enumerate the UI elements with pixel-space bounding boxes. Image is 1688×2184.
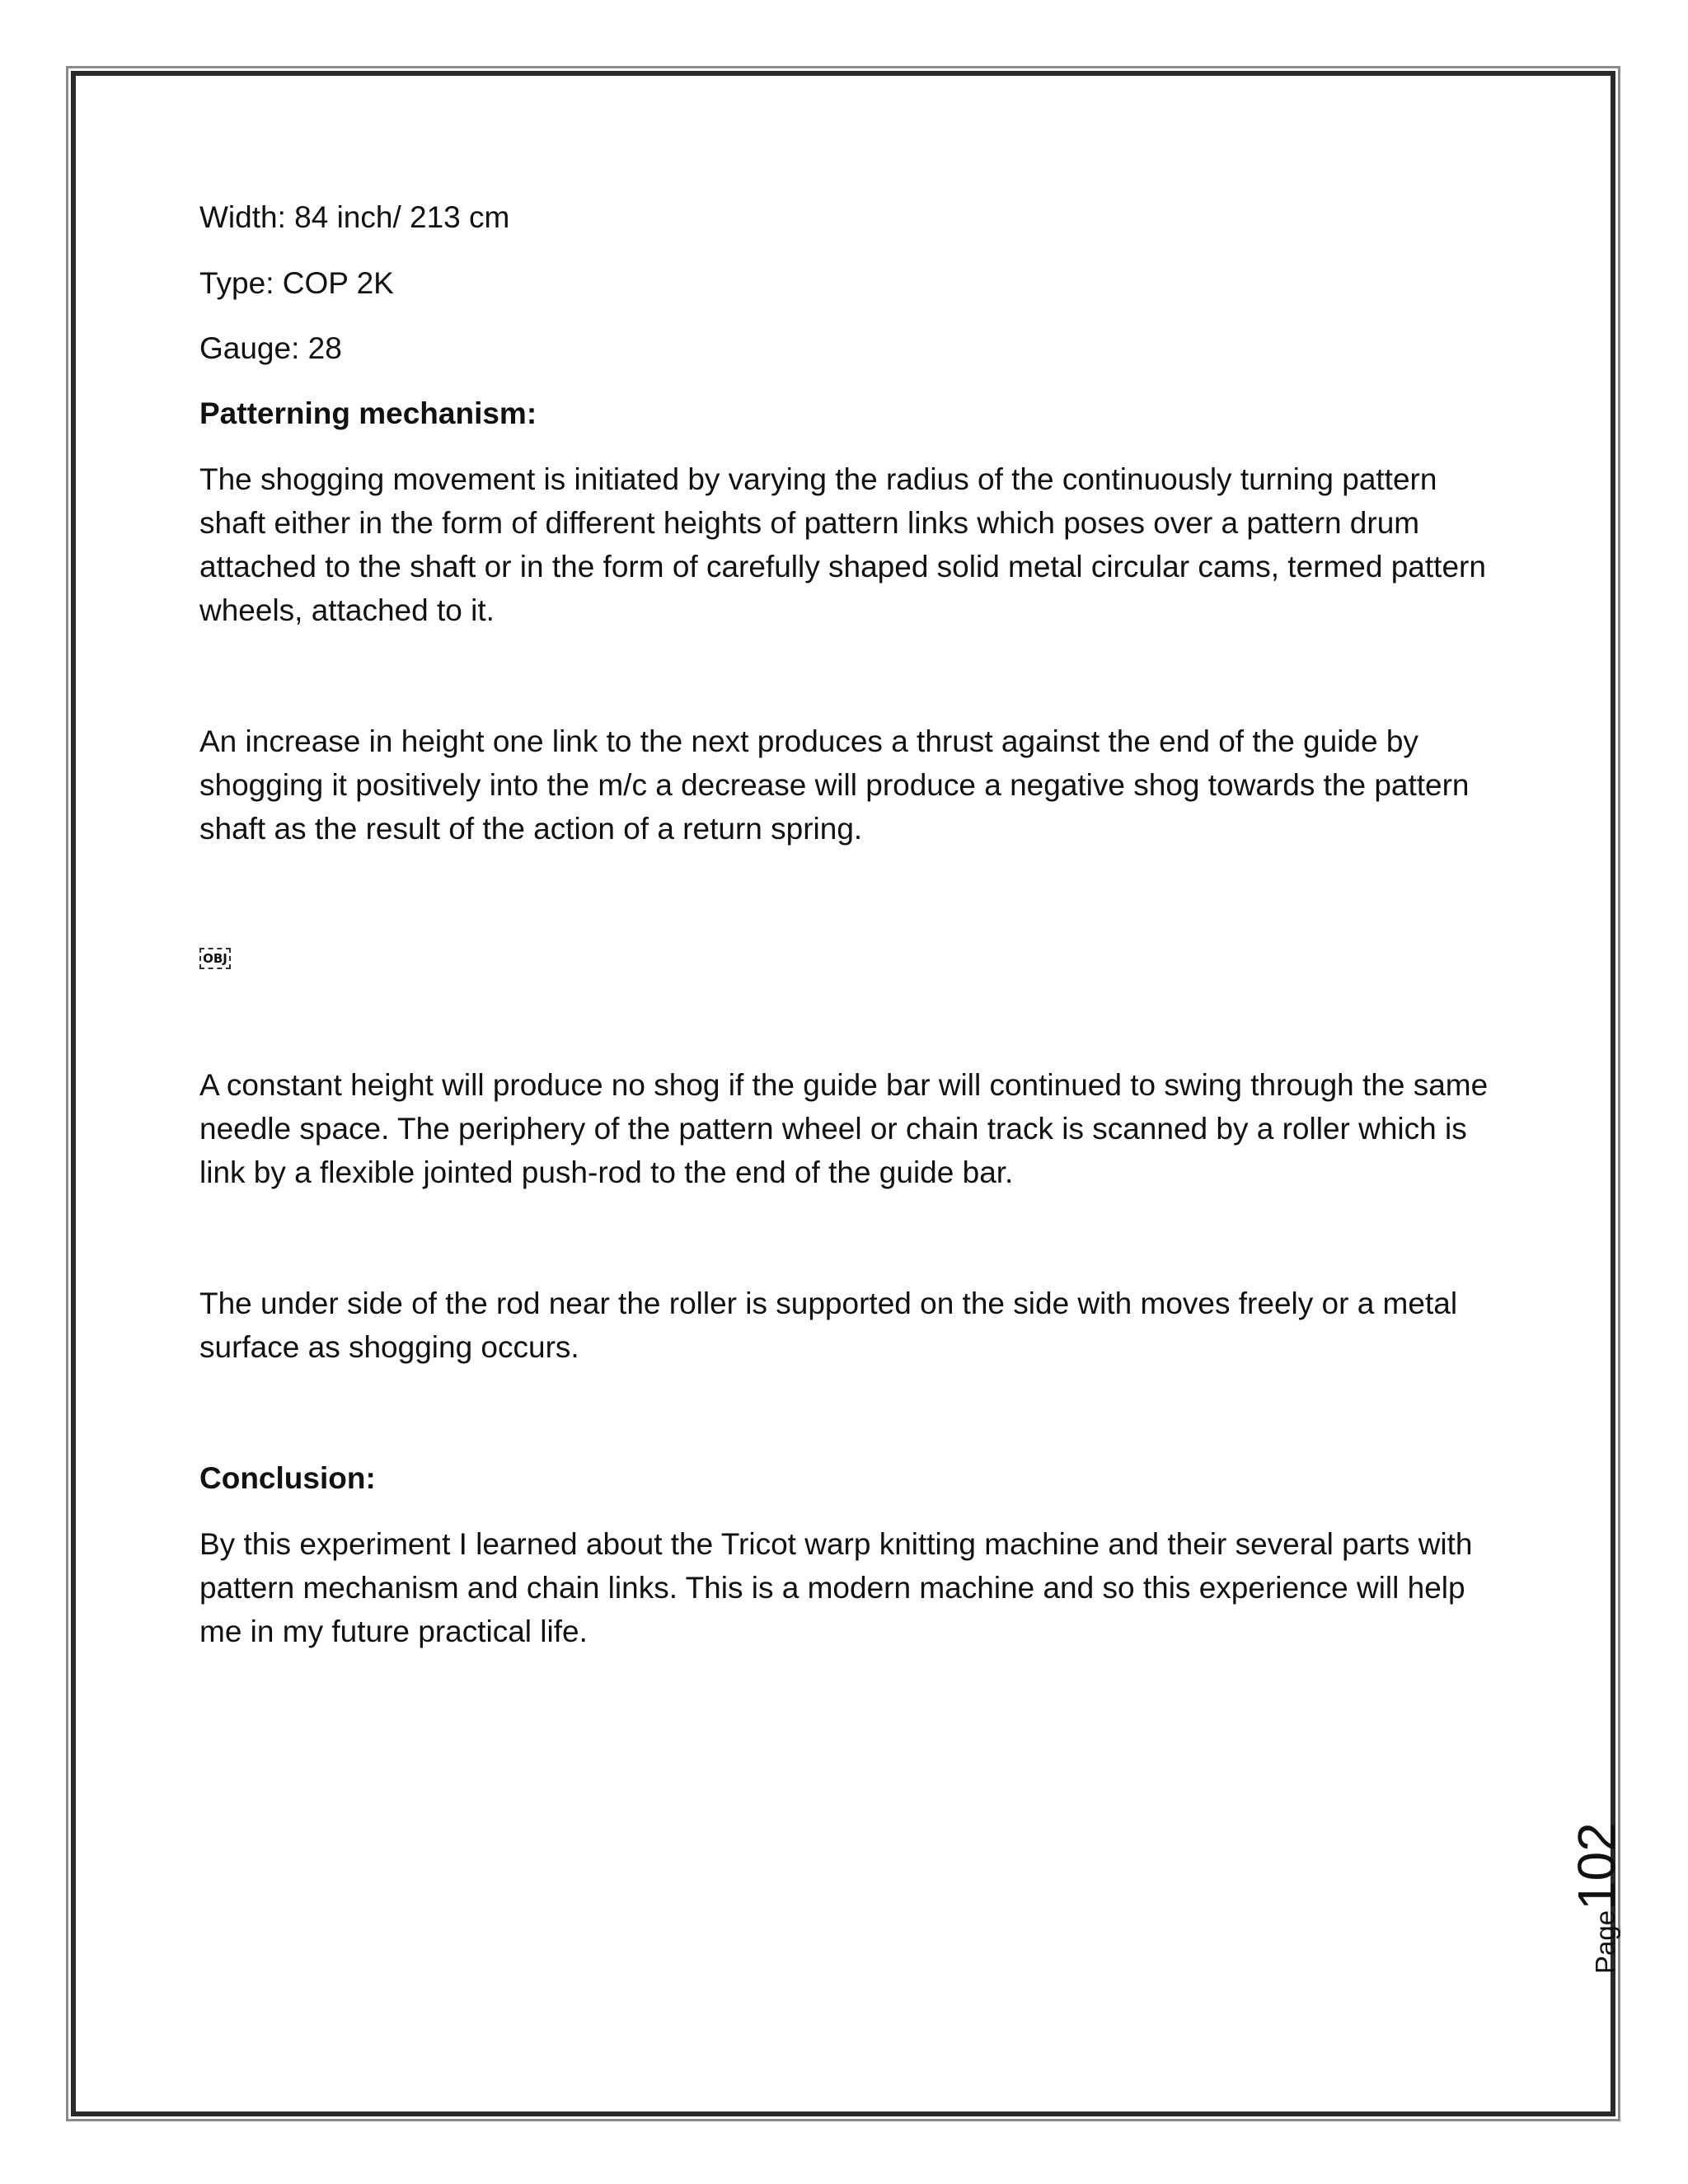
patterning-paragraph-2: An increase in height one link to the next produces a thrust against the end of the guide by shogging it positively into the m/c a decrease will produce a negative shog towards the pattern shaft as the result of the action of a return spring. <box>199 724 1470 846</box>
conclusion-heading: Conclusion: <box>199 1461 376 1495</box>
patterning-heading: Patterning mechanism: <box>199 396 537 430</box>
page-number-value: 102 <box>1567 1822 1626 1910</box>
patterning-paragraph-4: The under side of the rod near the roller is supported on the side with moves freely or a metal surface as shogging occurs. <box>199 1286 1458 1364</box>
page-number <box>1566 1822 1627 1974</box>
page-label: Page <box>1590 1910 1620 1974</box>
embedded-object-placeholder: OBJ <box>199 948 231 969</box>
conclusion-paragraph: By this experiment I learned about the Tricot warp knitting machine and their several parts with pattern mechanism and chain links. This is a modern machine and so this experience will help me in my future practical life. <box>199 1527 1473 1648</box>
spec-gauge: Gauge: 28 <box>199 331 342 365</box>
patterning-paragraph-3: A constant height will produce no shog if the guide bar will continued to swing through the same needle space. The periphery of the pattern wheel or chain track is scanned by a roller which is link by a flexible jointed push-rod to the end of the guide bar. <box>199 1068 1489 1189</box>
spec-width: Width: 84 inch/ 213 cm <box>199 200 510 234</box>
patterning-paragraph-1: The shogging movement is initiated by varying the radius of the continuously turning pattern shaft either in the form of different heights of pattern links which poses over a pattern drum attached to the shaft or in the form of carefully shaped solid metal circular cams, termed pattern wheels, attached to it. <box>199 462 1486 627</box>
spec-type: Type: COP 2K <box>199 266 394 300</box>
